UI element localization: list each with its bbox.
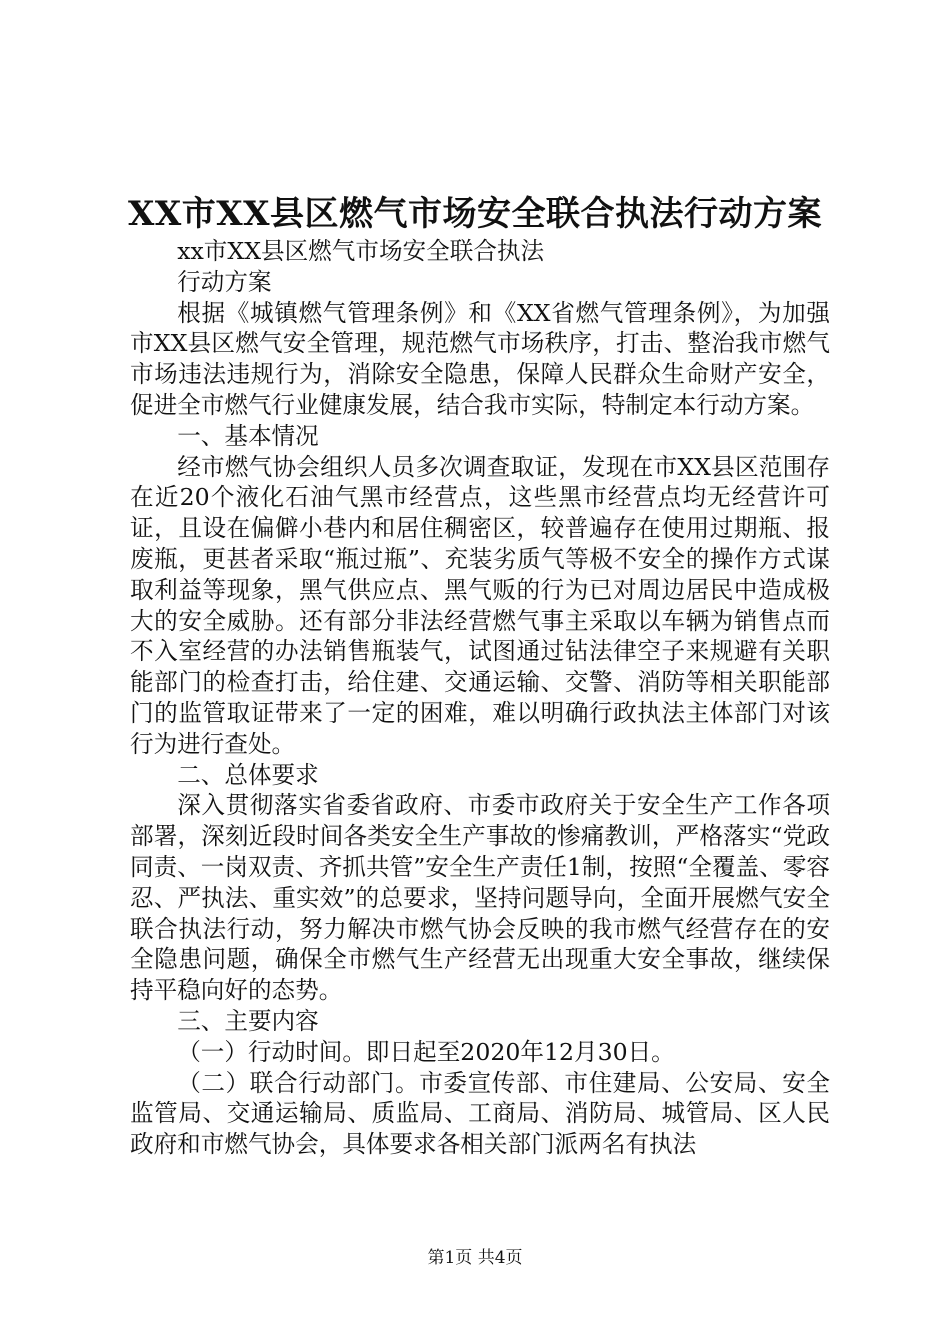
section-heading: 三、主要内容 bbox=[177, 1006, 319, 1035]
section-heading: 二、总体要求 bbox=[177, 760, 319, 789]
paragraph: （二）联合行动部门。市委宣传部、市住建局、公安局、安全监管局、交通运输局、质监局、工商局、消防局、城管局、区人民政府和市燃气协会，具体要求各相关部门派两名有执法 bbox=[130, 1068, 830, 1159]
paragraph: 根据《城镇燃气管理条例》和《XX省燃气管理条例》，为加强市XX县区燃气安全管理，规范燃气市场秩序，打击、整治我市燃气市场违法违规行为，消除安全隐患，保障人民群众生命财产安全，促进全市燃气行业健康发展，结合我市实际，特制定本行动方案。 bbox=[130, 298, 830, 419]
paragraph: 经市燃气协会组织人员多次调查取证，发现在市XX县区范围存在近20个液化石油气黑市经营点，这些黑市经营点均无经营许可证，且设在偏僻小巷内和居住稠密区，较普遍存在使用过期瓶、报废瓶，更甚者采取“瓶过瓶”、充装劣质气等极不安全的操作方式谋取利益等现象，黑气供应点、黑气贩的行为已对周边居民中造成极大的安全威胁。还有部分非法经营燃气事主采取以车辆为销售点而不入室经营的办法销售瓶装气，试图通过钻法律空子来规避有关职能部门的检查打击，给住建、交通运输、交警、消防等相关职能部门的监管取证带来了一定的困难，难以明确行政执法主体部门对该行为进行查处。 bbox=[130, 452, 830, 758]
paragraph: 行动方案 bbox=[177, 267, 272, 296]
paragraph: xx市XX县区燃气市场安全联合执法 bbox=[177, 237, 545, 265]
document-body bbox=[130, 236, 830, 1160]
section-heading: 一、基本情况 bbox=[177, 421, 319, 450]
document-title: XX市XX县区燃气市场安全联合执法行动方案 bbox=[127, 194, 823, 234]
paragraph: （一）行动时间。即日起至2020年12月30日。 bbox=[177, 1037, 675, 1066]
page-footer: 第1页 共4页 bbox=[427, 1248, 523, 1268]
paragraph: 深入贯彻落实省委省政府、市委市政府关于安全生产工作各项部署，深刻近段时间各类安全生产事故的惨痛教训，严格落实“党政同责、一岗双责、齐抓共管”安全生产责任1制，按照“全覆盖、零容忍、严执法、重实效”的总要求，坚持问题导向，全面开展燃气安全联合执法行动，努力解决市燃气协会反映的我市燃气经营存在的安全隐患问题，确保全市燃气生产经营无出现重大安全事故，继续保持平稳向好的态势。 bbox=[130, 791, 830, 1005]
